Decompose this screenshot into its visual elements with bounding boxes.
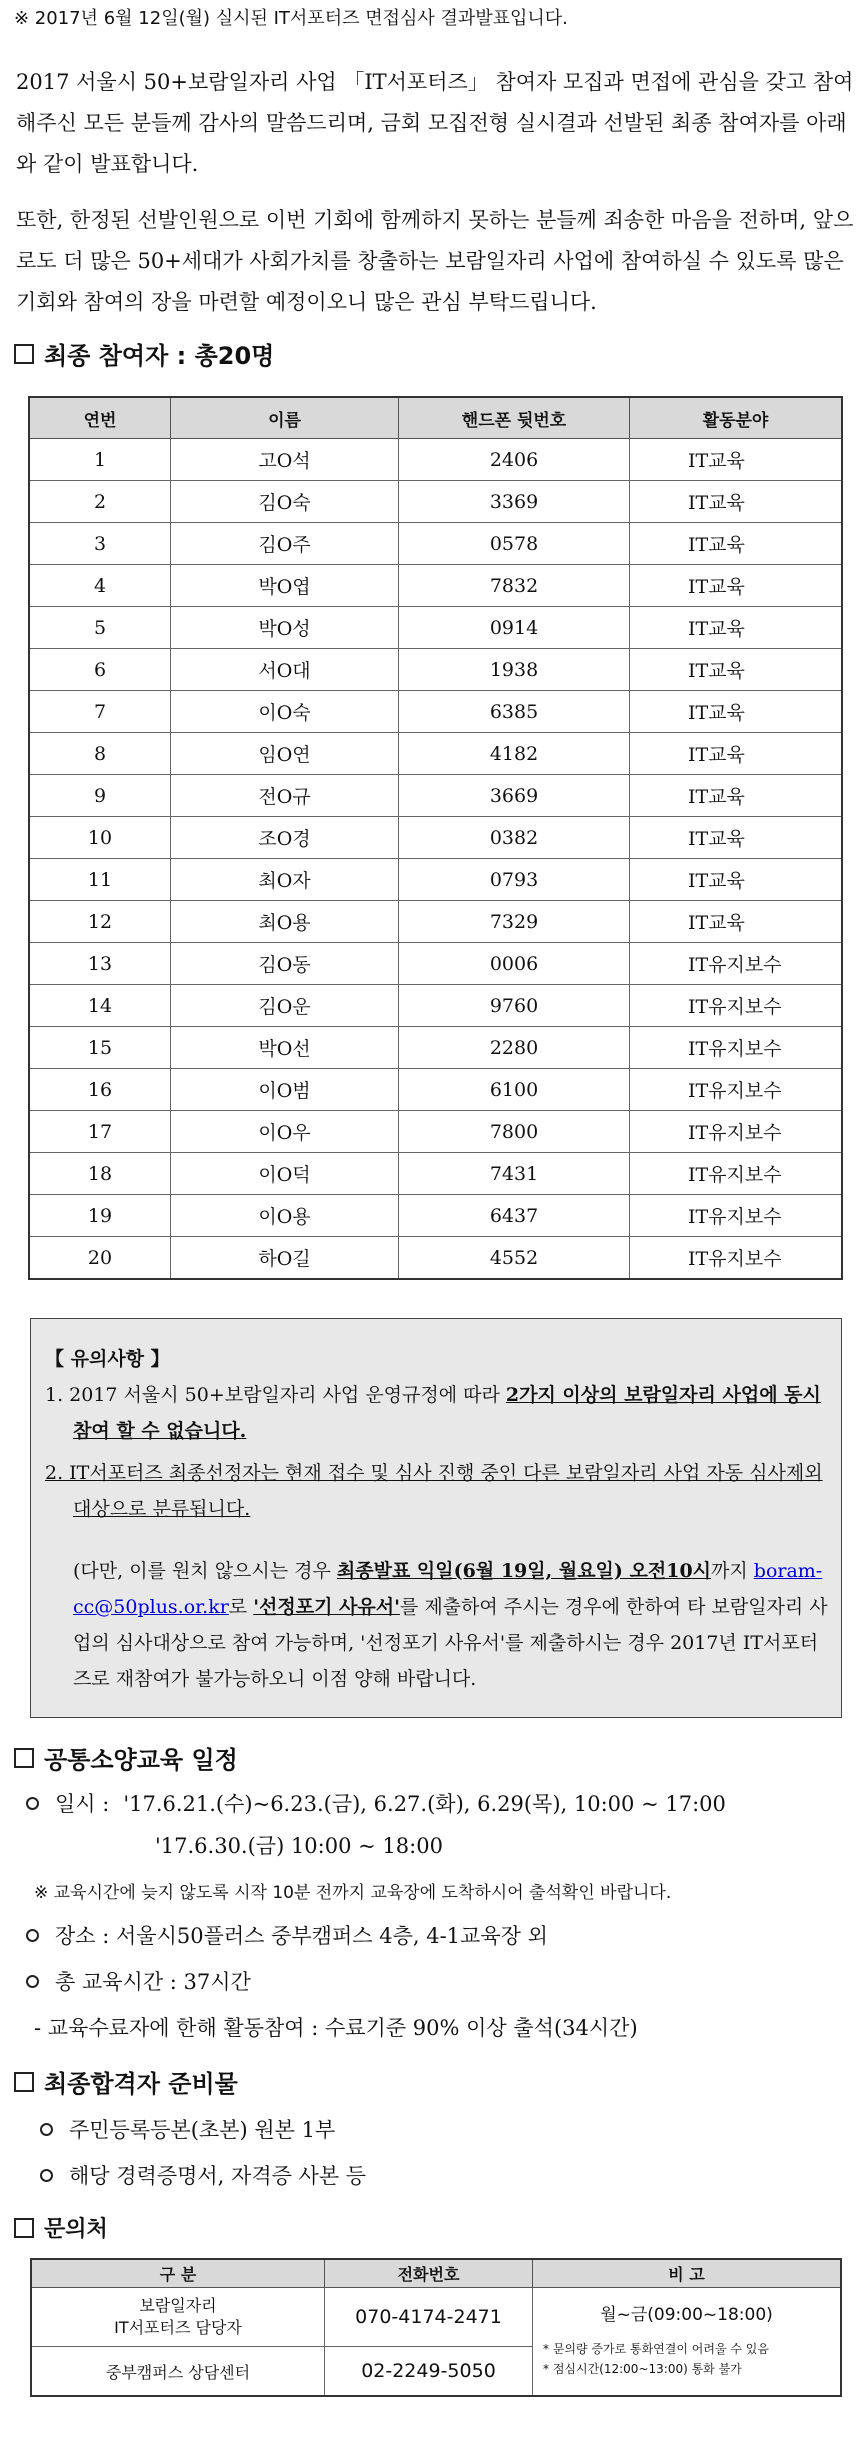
schedule-date-line-2: '17.6.30.(금) 10:00 ~ 18:00: [155, 1834, 443, 1858]
cell-field: IT유지보수: [630, 1195, 843, 1237]
schedule-date-label: 일시 :: [55, 1792, 110, 1816]
participants-table-body: [29, 439, 842, 1280]
cell-field: IT교육: [630, 775, 843, 817]
col-header-no: 연번: [29, 397, 171, 439]
contact-note-1: * 문의량 증가로 통화연결이 어려울 수 있음: [543, 2342, 769, 2356]
contact-col-phone: 전화번호: [325, 2259, 533, 2288]
cell-field: IT교육: [630, 439, 843, 481]
cell-no: 4: [29, 565, 171, 607]
circle-bullet-icon: [26, 1797, 39, 1810]
table-row: [29, 1153, 842, 1195]
cell-field: IT유지보수: [630, 1069, 843, 1111]
cell-no: 19: [29, 1195, 171, 1237]
cell-no: 7: [29, 691, 171, 733]
contact-center-name: 중부캠퍼스 상담센터: [31, 2347, 325, 2397]
checkbox-icon: [14, 1748, 34, 1768]
table-row: [29, 691, 842, 733]
table-row: [29, 775, 842, 817]
cell-name: 전O규: [171, 775, 399, 817]
cell-name: 김O주: [171, 523, 399, 565]
cell-name: 이O용: [171, 1195, 399, 1237]
checkbox-icon: [14, 2072, 34, 2092]
schedule-date-line-1: '17.6.21.(수)~6.23.(금), 6.27.(화), 6.29(목), 10:00 ~ 17:00: [123, 1792, 726, 1816]
cell-no: 3: [29, 523, 171, 565]
contact-remark-cell: [533, 2288, 842, 2397]
cell-field: IT교육: [630, 859, 843, 901]
cell-no: 15: [29, 1027, 171, 1069]
cell-phone: 3369: [399, 481, 630, 523]
section-preparation: [14, 2064, 238, 2099]
cell-name: 조O경: [171, 817, 399, 859]
prep-item-text: 주민등록등본(초본) 원본 1부: [69, 2118, 336, 2142]
cell-field: IT교육: [630, 691, 843, 733]
cell-no: 8: [29, 733, 171, 775]
cell-phone: 7800: [399, 1111, 630, 1153]
schedule-date-row: [26, 1788, 726, 1818]
cell-field: IT유지보수: [630, 1027, 843, 1069]
cell-name: 박O선: [171, 1027, 399, 1069]
cell-name: 서O대: [171, 649, 399, 691]
table-row: [29, 817, 842, 859]
cell-no: 9: [29, 775, 171, 817]
checkbox-icon: [14, 344, 34, 364]
intro-paragraph-1: 2017 서울시 50+보람일자리 사업 「IT서포터즈」 참여자 모집과 면접에 관심을 갖고 참여해주신 모든 분들께 감사의 말씀드리며, 금회 모집전형 실시결과 선발된 최종 참여자를 아래와 같이 발표합니다.: [16, 70, 854, 176]
caution-item-1-prefix: 1. 2017 서울시 50+보람일자리 사업 운영규정에 따라: [45, 1384, 506, 1406]
prep-item-text: 해당 경력증명서, 자격증 사본 등: [69, 2164, 367, 2188]
caution-item-1: [45, 1377, 830, 1449]
contact-email-link[interactable]: boram-cc@50plus.or.kr: [73, 1560, 823, 1618]
contact-person: IT서포터즈 담당자: [114, 2318, 242, 2337]
cell-field: IT유지보수: [630, 985, 843, 1027]
schedule-place: 장소 : 서울시50플러스 중부캠퍼스 4층, 4-1교육장 외: [55, 1924, 548, 1948]
cell-name: 이O우: [171, 1111, 399, 1153]
cell-phone: 3669: [399, 775, 630, 817]
contact-hours: 월~금(09:00~18:00): [600, 2305, 773, 2325]
checkbox-icon: [14, 2218, 34, 2238]
cell-field: IT교육: [630, 649, 843, 691]
table-row: [29, 1111, 842, 1153]
cell-name: 최O용: [171, 901, 399, 943]
contact-row-1-name: [31, 2288, 325, 2347]
contact-col-remark: 비 고: [533, 2259, 842, 2288]
cell-name: 최O자: [171, 859, 399, 901]
table-row: [29, 1069, 842, 1111]
cell-field: IT교육: [630, 565, 843, 607]
cell-field: IT교육: [630, 523, 843, 565]
cell-no: 10: [29, 817, 171, 859]
cell-phone: 0578: [399, 523, 630, 565]
cell-name: 박O엽: [171, 565, 399, 607]
cell-no: 5: [29, 607, 171, 649]
cell-phone: 7431: [399, 1153, 630, 1195]
cell-phone: 2280: [399, 1027, 630, 1069]
contact-header-row: [31, 2259, 841, 2288]
circle-bullet-icon: [26, 1975, 39, 1988]
table-row: [29, 1027, 842, 1069]
section-title-text: 최종 참여자 : 총20명: [44, 342, 275, 370]
contact-row-1: [31, 2288, 841, 2347]
cell-phone: 0382: [399, 817, 630, 859]
contact-note-2: * 점심시간(12:00~13:00) 통화 불가: [543, 2362, 742, 2376]
participants-table: [28, 396, 843, 1280]
cell-no: 16: [29, 1069, 171, 1111]
section-title-text: 최종합격자 준비물: [44, 2070, 238, 2098]
table-row: [29, 901, 842, 943]
cell-field: IT유지보수: [630, 943, 843, 985]
col-header-name: 이름: [171, 397, 399, 439]
cell-phone: 6437: [399, 1195, 630, 1237]
cell-name: 김O숙: [171, 481, 399, 523]
table-row: [29, 1195, 842, 1237]
table-row: [29, 481, 842, 523]
section-final-participants: [14, 336, 274, 371]
cell-phone: 7832: [399, 565, 630, 607]
cell-field: IT교육: [630, 733, 843, 775]
caution-sub-6: 를 제출하여 주시는 경우에 한하여 타 보람일자리 사업의 심사대상으로 참여 가능하며, '선정포기 사유서'를 제출하시는 경우 2017년 IT서포터즈로 재참여가 불가능하오니 이점 양해 바랍니다.: [73, 1596, 828, 1690]
section-contact: [14, 2212, 108, 2243]
table-row: [29, 733, 842, 775]
notice-line: ※ 2017년 6월 12일(월) 실시된 IT서포터즈 면접심사 결과발표입니다.: [14, 8, 568, 29]
caution-subnote: [45, 1553, 830, 1697]
cell-name: 박O성: [171, 607, 399, 649]
section-education-schedule: [14, 1740, 238, 1775]
prep-item-1: [40, 2114, 335, 2144]
cell-no: 17: [29, 1111, 171, 1153]
contact-dept: 보람일자리: [139, 2296, 217, 2315]
circle-bullet-icon: [26, 1929, 39, 1942]
cell-no: 18: [29, 1153, 171, 1195]
cell-name: 하O길: [171, 1237, 399, 1280]
caution-item-2: [45, 1455, 830, 1527]
cell-name: 이O덕: [171, 1153, 399, 1195]
caution-sub-3: 까지: [711, 1560, 754, 1582]
table-row: [29, 1237, 842, 1280]
table-row: [29, 649, 842, 691]
caution-box: [30, 1318, 842, 1718]
cell-field: IT교육: [630, 607, 843, 649]
cell-no: 14: [29, 985, 171, 1027]
caution-doc-name: '선정포기 사유서': [253, 1596, 400, 1618]
cell-no: 20: [29, 1237, 171, 1280]
intro-paragraph-2: 또한, 한정된 선발인원으로 이번 기회에 함께하지 못하는 분들께 죄송한 마음을 전하며, 앞으로도 더 많은 50+세대가 사회가치를 창출하는 보람일자리 사업에 참여하실 수 있도록 많은 기회와 참여의 장을 마련할 예정이오니 많은 관심 부탁드립니다.: [16, 208, 854, 314]
table-row: [29, 523, 842, 565]
cell-phone: 6385: [399, 691, 630, 733]
cell-phone: 7329: [399, 901, 630, 943]
cell-no: 2: [29, 481, 171, 523]
cell-name: 김O운: [171, 985, 399, 1027]
contact-table: [30, 2258, 842, 2397]
cell-no: 6: [29, 649, 171, 691]
cell-phone: 9760: [399, 985, 630, 1027]
cell-phone: 4182: [399, 733, 630, 775]
table-row: [29, 859, 842, 901]
col-header-field: 활동분야: [630, 397, 843, 439]
caution-deadline: 최종발표 익일(6월 19일, 월요일) 오전10시: [336, 1560, 712, 1582]
cell-field: IT교육: [630, 817, 843, 859]
table-row: [29, 943, 842, 985]
caution-title: 【 유의사항 】: [45, 1348, 170, 1370]
cell-no: 1: [29, 439, 171, 481]
prep-item-2: [40, 2160, 366, 2190]
table-row: [29, 985, 842, 1027]
cell-no: 13: [29, 943, 171, 985]
schedule-note: ※ 교육시간에 늦지 않도록 시작 10분 전까지 교육장에 도착하시어 출석확인 바랍니다.: [34, 1883, 672, 1903]
cell-name: 이O숙: [171, 691, 399, 733]
section-title-text: 공통소양교육 일정: [44, 1746, 238, 1774]
schedule-total-row: [26, 1966, 251, 1996]
cell-phone: 1938: [399, 649, 630, 691]
col-header-phone: 핸드폰 뒷번호: [399, 397, 630, 439]
schedule-place-row: [26, 1920, 548, 1950]
cell-no: 12: [29, 901, 171, 943]
cell-phone: 4552: [399, 1237, 630, 1280]
schedule-completion-condition: - 교육수료자에 한해 활동참여 : 수료기준 90% 이상 출석(34시간): [34, 2016, 638, 2040]
table-row: [29, 607, 842, 649]
cell-no: 11: [29, 859, 171, 901]
caution-content: [45, 1341, 830, 1697]
contact-col-category: 구 분: [31, 2259, 325, 2288]
cell-phone: 2406: [399, 439, 630, 481]
cell-field: IT교육: [630, 901, 843, 943]
cell-name: 고O석: [171, 439, 399, 481]
contact-phone-2[interactable]: 02-2249-5050: [325, 2347, 533, 2397]
contact-phone-1[interactable]: 070-4174-2471: [325, 2288, 533, 2347]
cell-field: IT유지보수: [630, 1111, 843, 1153]
table-header-row: [29, 397, 842, 439]
cell-phone: 0006: [399, 943, 630, 985]
section-title-text: 문의처: [44, 2217, 108, 2242]
cell-name: 김O동: [171, 943, 399, 985]
cell-name: 이O범: [171, 1069, 399, 1111]
caution-sub-1: (다만, 이를 원치 않으시는 경우: [73, 1560, 337, 1582]
caution-item-2-text: 2. IT서포터즈 최종선정자는 현재 접수 및 심사 진행 중인 다른 보람일자리 사업 자동 심사제외대상으로 분류됩니다.: [45, 1462, 823, 1520]
circle-bullet-icon: [40, 2169, 53, 2182]
table-row: [29, 439, 842, 481]
schedule-total-hours: 총 교육시간 : 37시간: [55, 1970, 251, 1994]
cell-phone: 0793: [399, 859, 630, 901]
cell-field: IT교육: [630, 481, 843, 523]
caution-sub-4: 로: [228, 1596, 254, 1618]
caution-item-1-emph: 2가지 이상의 보람일자리 사업에 동시참여 할 수 없습니다.: [73, 1384, 821, 1442]
cell-field: IT유지보수: [630, 1237, 843, 1280]
circle-bullet-icon: [40, 2123, 53, 2136]
cell-field: IT유지보수: [630, 1153, 843, 1195]
table-row: [29, 565, 842, 607]
cell-phone: 6100: [399, 1069, 630, 1111]
cell-phone: 0914: [399, 607, 630, 649]
cell-name: 임O연: [171, 733, 399, 775]
